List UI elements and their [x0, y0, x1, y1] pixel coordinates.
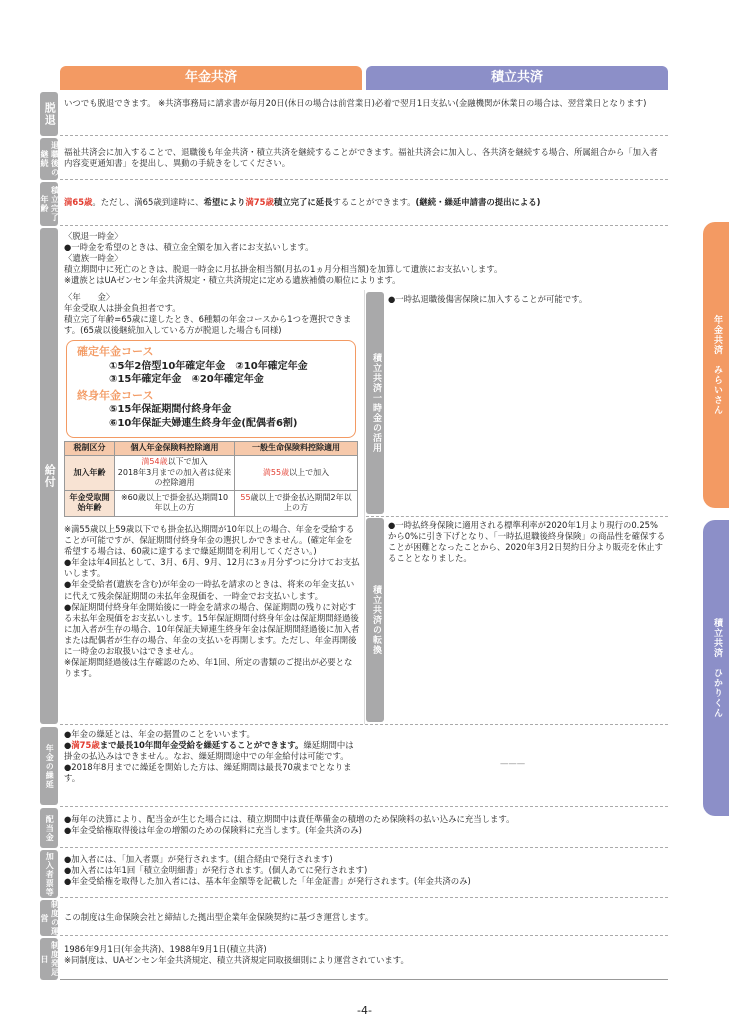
tenkan-text: ●一時払終身保険に適用される標準利率が2020年1月より現行の0.25%から0%に引き下げとなり、「一時払退職後終身保険」の商品性を確保することが困難となったことから、2020年3月2日契約日分より販売を休止することとなりました。 — [388, 520, 666, 564]
tax-row2-col2: 55歳以上で掛金払込期間2年以上の方 — [235, 490, 358, 516]
kotei-line-1: 1986年9月1日(年金共済)、1988年9月1日(積立共済) — [64, 944, 267, 954]
ichiji-text: ●一時払退職後傷害保険に加入することが可能です。 — [388, 294, 588, 304]
haito-row — [60, 808, 668, 848]
shoken-line-3: ●年金受給権を取得した加入者には、基本年金額等を記載した「年金証書」が発行されます。(年金共済のみ) — [64, 876, 471, 887]
kyufu-line-4: ※遺族とはUAゼンセン年金共済規定・積立共済規定に定める遺族補償の順位によります。 — [64, 275, 401, 286]
nenkin-header: 年金共済 — [60, 66, 362, 90]
kurinobe-line-1: ●年金の繰延とは、年金の据置のことをいいます。 — [64, 729, 255, 739]
kotei-line-2: ※同制度は、UAゼンセン年金共済規定、積立共済規定同取扱細則により運営されています。 — [64, 955, 409, 966]
dattai-row — [60, 92, 668, 136]
unei-row — [60, 900, 668, 936]
column-divider — [364, 290, 365, 724]
shushin-item-1: ⑥10年保証夫婦連生終身年金(配偶者6割) — [109, 417, 298, 429]
nenkin-line-0: 年金受取人は掛金負担者です。 — [64, 303, 181, 314]
kakutei-item-1: ③15年確定年金 ④20年確定年金 — [109, 373, 264, 385]
taishoku-text: 福祉共済会に加入することで、退職後も年金共済・積立共済を継続することができます。福祉共済会に加入し、各共済を継続する場合、所属組合から「加入者内容変更通知書」を提出し、異動の手続きをしてください。 — [64, 147, 658, 169]
kyufu-line-3: 積立期間中に死亡のときは、脱退一時金に月払掛金相当額(月払の1ヵ月分相当額)を加算して遺族にお支払いします。 — [64, 264, 503, 275]
tax-row1-col1: 満54歳以下で加入 2018年3月までの加入者は従来の控除適用 — [115, 456, 235, 491]
note-1: ●年金は年4回払として、3月、6月、9月、12月に3ヵ月分ずつに分けてお支払いします。 — [64, 557, 360, 579]
nenkin-intro — [64, 292, 360, 336]
tab-nenkin[interactable]: 年金共済 みらいさん — [703, 222, 729, 508]
course-box — [66, 340, 356, 438]
shushin-title: 終身年金コース — [77, 388, 154, 402]
side-label-unei: 制度の運営 — [40, 900, 60, 936]
tax-table — [64, 441, 358, 517]
nenkin-notes — [64, 524, 360, 679]
kyufu-line-0: 〈脱退一時金〉 — [64, 231, 123, 241]
kyufu-top — [60, 228, 668, 290]
tsumitate-header: 積立共済 — [366, 66, 668, 90]
tax-row2-col1: ※60歳以上で掛金払込期間10年以上の方 — [115, 490, 235, 516]
side-label-ichiji: 積立共済一時金の活用 — [366, 292, 384, 514]
kurinobe-divider — [60, 806, 668, 807]
note-3: ●保証期間付終身年金開始後に一時金を請求の場合、保証期間の残りに対応する未払年金現価をお支払いします。15年保証期間付終身年金は保証期間経過後に加入者が生存の場合、10年保証夫婦連生終身年金は保証期間経過後に加入者または配偶者が生存の場合、年金の支払いを再開します。ただし、年金再開後に一時金のお取扱いはできません。 — [64, 601, 360, 657]
kakutei-item-0: ①5年2倍型10年確定年金 ②10年確定年金 — [109, 360, 308, 372]
side-label-kurinobe: 年金の繰延 — [40, 727, 58, 805]
note-0: ※満55歳以上59歳以下でも掛金払込期間が10年以上の場合、年金を受給することが可能ですが、保証期間付終身年金の選択しかできません。(確定年金を希望する場合は、60歳に達するまで繰延期間を利用してください。) — [64, 524, 355, 557]
side-label-tenkan: 積立共済の転換 — [366, 518, 384, 722]
kyufu-line-1: ●一時金を希望のときは、積立金全額を加入者にお支払いします。 — [64, 242, 314, 253]
note-2: ●年金受給者(遺族を含む)が年金の一時払を請求のときは、将来の年金支払いに代えて残余保証期間の未払年金現価を、一時金でお支払いします。 — [64, 579, 355, 601]
tax-header-1: 個人年金保険料控除適用 — [115, 442, 235, 456]
shushin-item-0: ⑤15年保証期間付終身年金 — [109, 404, 232, 416]
unei-text: この制度は生命保険会社と締結した拠出型企業年金保険契約に基づき運営します。 — [64, 912, 374, 922]
kanryo-text: 満65歳。ただし、満65歳到達時に、希望により満75歳積立完了に延長することができます。(継続・繰延申請書の提出による) — [64, 197, 541, 207]
side-label-dattai: 脱退 — [40, 92, 58, 136]
kurinobe-line-3: ●2018年8月までに繰延を開始した方は、繰延期間は最長70歳までとなります。 — [64, 762, 352, 784]
taishoku-row — [60, 138, 668, 180]
kurinobe-right-dash: ——— — [500, 758, 526, 768]
side-label-kyufu: 給付 — [40, 228, 58, 724]
kyufu-bottom-divider — [60, 724, 668, 725]
ichiji-divider — [366, 516, 668, 517]
shoken-line-2: ●加入者には年1回「積立金明細書」が発行されます。(個人あてに発行されます) — [64, 865, 368, 876]
kurinobe-text — [64, 729, 360, 784]
side-label-kotei: 制度発足日 — [40, 938, 58, 980]
tab-tsumitate[interactable]: 積立共済 ひかりくん — [703, 520, 729, 816]
tax-row1-col2: 満55歳以上で加入 — [235, 456, 358, 491]
side-label-shoken: 加入者票等 — [40, 850, 58, 898]
tax-header-0: 税制区分 — [65, 442, 115, 456]
kotei-row — [60, 938, 668, 980]
page-number: -4- — [357, 1004, 372, 1017]
shoken-line-1: ●加入者には、「加入者票」が発行されます。(組合経由で発行されます) — [64, 854, 333, 864]
kurinobe-line-2: ●満75歳まで最長10年間年金受給を繰延することができます。繰延期間中は掛金の払込みはできません。なお、繰延期間途中での年金給付は可能です。 — [64, 740, 354, 762]
nenkin-head: 〈年 金〉 — [64, 292, 115, 302]
side-label-haito: 配当金 — [40, 808, 58, 848]
tax-row2-label: 年金受取開始年齢 — [65, 490, 115, 516]
tax-row1-label: 加入年齢 — [65, 456, 115, 491]
kakutei-title: 確定年金コース — [77, 345, 154, 358]
nenkin-line-1: 積立完了年齢=65歳に達したとき、6種類の年金コースから1つを選択できます。(65歳以後継続加入している方が脱退した場合も同様) — [64, 314, 352, 336]
kanryo-row — [60, 182, 668, 226]
side-label-kanryo: 積立完了年齢 — [40, 182, 58, 226]
haito-line-2: ●年金受給権取得後は年金の増額のための保険料に充当します。(年金共済のみ) — [64, 825, 362, 836]
kyufu-line-2: 〈遺族一時金〉 — [64, 253, 123, 264]
side-label-taishoku: 退職後の継続 — [40, 138, 58, 180]
note-4: ※保証期間経過後は生存確認のため、年1回、所定の書類のご提出が必要となります。 — [64, 657, 353, 679]
dattai-text: いつでも脱退できます。 ※共済事務局に請求書が毎月20日(休日の場合は前営業日)必着で翌月1日支払い(金融機関が休業日の場合は、翌営業日となります) — [64, 98, 647, 108]
shoken-row — [60, 850, 668, 898]
tax-header-2: 一般生命保険料控除適用 — [235, 442, 358, 456]
haito-line-1: ●毎年の決算により、配当金が生じた場合には、積立期間中は責任準備金の積増のため保険料の払い込みに充当します。 — [64, 814, 515, 824]
